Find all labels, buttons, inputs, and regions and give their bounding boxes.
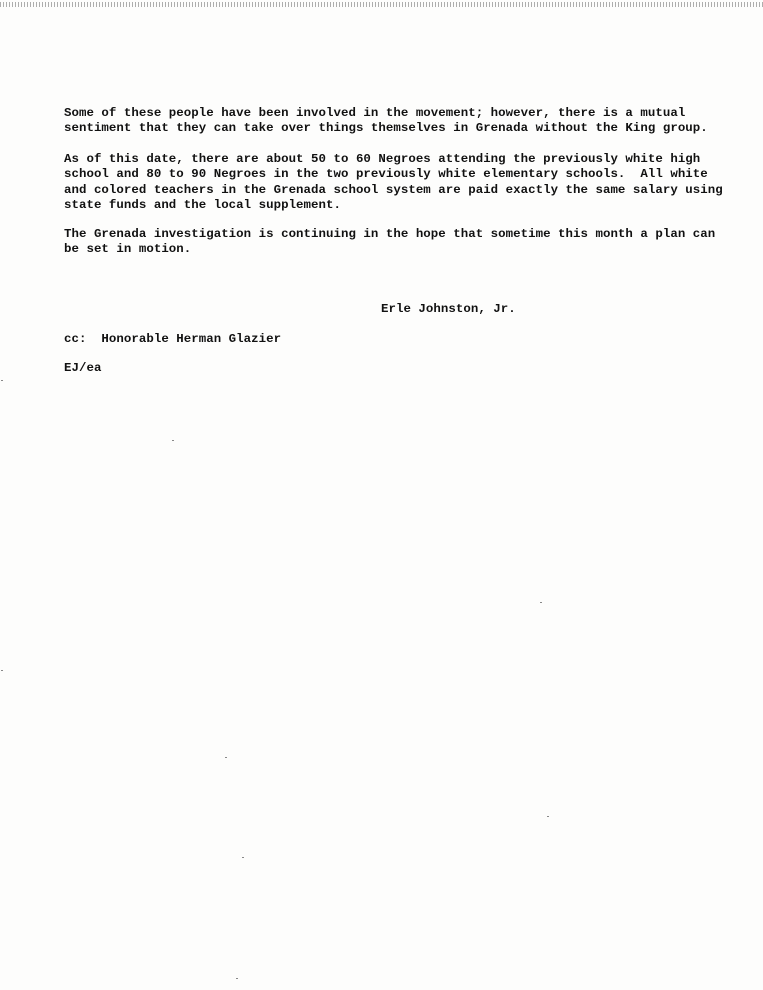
scan-speck bbox=[242, 857, 244, 858]
paragraph-investigation: The Grenada investigation is continuing in the hope that sometime this month a plan can be set in motion. bbox=[64, 227, 716, 257]
scan-speck bbox=[172, 440, 174, 441]
scan-speck bbox=[236, 978, 238, 979]
scan-speck bbox=[540, 602, 542, 603]
cc-line: cc: Honorable Herman Glazier bbox=[64, 332, 282, 346]
typist-initials: EJ/ea bbox=[64, 361, 102, 375]
scan-speck bbox=[225, 757, 227, 758]
paragraph-attendance: As of this date, there are about 50 to 60 Negroes attending the previously white high school and 80 to 90 Negroes in the two previously white elementary schools. All white and colored teachers in the Grenada school system are paid exactly the same salary using state funds and the local supplement. bbox=[64, 152, 723, 212]
scan-speck bbox=[1, 670, 3, 671]
paragraph-movement: Some of these people have been involved in the movement; however, there is a mutual sentiment that they can take over things themselves in Grenada without the King group. bbox=[64, 106, 708, 136]
scan-speck bbox=[1, 380, 3, 381]
signature: Erle Johnston, Jr. bbox=[381, 302, 516, 316]
scan-speck bbox=[547, 816, 549, 817]
top-border bbox=[0, 2, 763, 7]
